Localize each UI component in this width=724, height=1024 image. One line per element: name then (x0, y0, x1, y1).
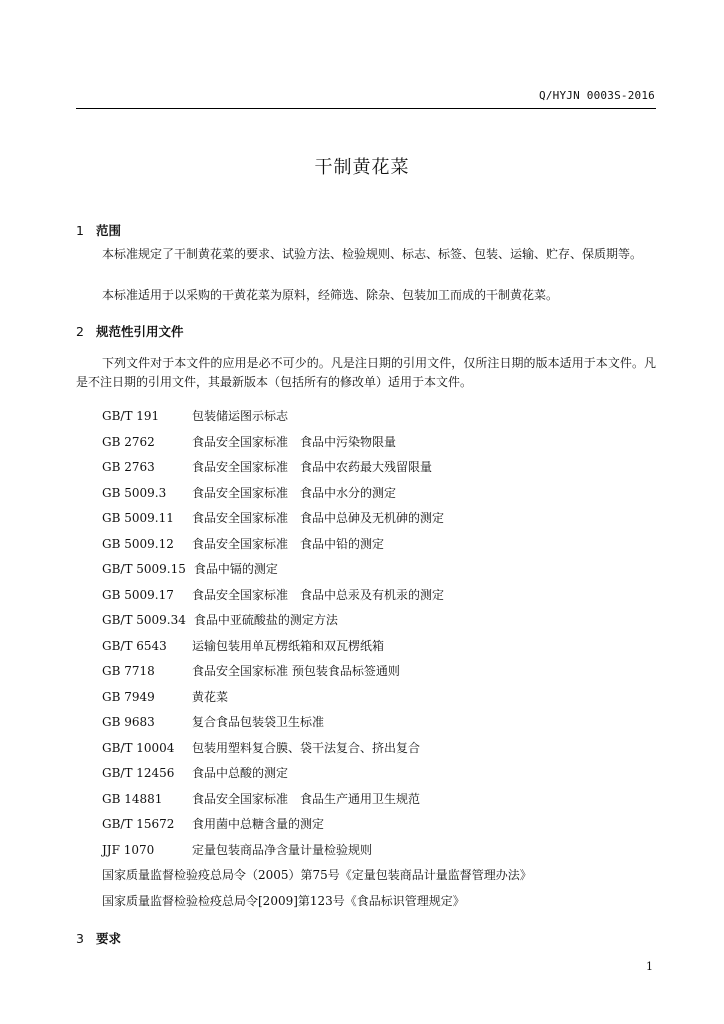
reference-item (102, 841, 372, 858)
reference-code: GB/T 191 (102, 409, 160, 423)
reference-item (102, 764, 288, 781)
reference-item (102, 458, 432, 475)
section-number: 3 (76, 931, 84, 946)
scope-paragraph-1: 本标准规定了干制黄花菜的要求、试验方法、检验规则、标志、标签、包装、运输、贮存、保质期等。 (102, 247, 643, 261)
reference-item (102, 484, 396, 501)
reference-item (102, 815, 324, 832)
reference-code: GB 5009.12 (102, 537, 174, 551)
reference-title: 食品安全国家标准 预包装食品标签通则 (192, 664, 400, 678)
reference-title: 食品中镉的测定 (193, 562, 278, 576)
reference-item (102, 433, 396, 450)
regulation-item: 国家质量监督检验疫总局令（2005）第75号《定量包装商品计量监督管理办法》 (102, 868, 532, 882)
reference-item (102, 509, 444, 526)
reference-title: 食品安全国家标准 食品中总汞及有机汞的测定 (192, 588, 445, 602)
reference-item (102, 637, 384, 654)
header-rule (76, 108, 656, 109)
reference-code: JJF 1070 (102, 843, 155, 857)
reference-item (102, 535, 384, 552)
reference-code: GB 2762 (102, 435, 155, 449)
reference-item (102, 790, 420, 807)
reference-code: GB/T 6543 (102, 639, 167, 653)
scope-paragraph-2: 本标准适用于以采购的干黄花菜为原料，经筛选、除杂、包装加工而成的干制黄花菜。 (102, 288, 559, 302)
reference-title: 运输包装用单瓦楞纸箱和双瓦楞纸箱 (192, 639, 385, 653)
reference-code: GB/T 5009.15 (102, 562, 186, 576)
reference-title: 食品安全国家标准 食品中铅的测定 (192, 537, 385, 551)
reference-title: 食品安全国家标准 食品中农药最大残留限量 (192, 460, 433, 474)
references-intro: 下列文件对于本文件的应用是必不可少的。凡是注日期的引用文件，仅所注日期的版本适用于本文件。凡是不注日期的引用文件，其最新版本（包括所有的修改单）适用于本文件。 (76, 356, 656, 389)
reference-title: 包装用塑料复合膜、袋干法复合、挤出复合 (192, 741, 421, 755)
document-title: 干制黄花菜 (314, 157, 410, 178)
reference-code: GB 5009.3 (102, 486, 167, 500)
reference-item (102, 688, 228, 705)
reference-code: GB/T 5009.34 (102, 613, 186, 627)
section-number: 1 (76, 223, 84, 238)
reference-code: GB 2763 (102, 460, 155, 474)
section-title: 范围 (96, 223, 122, 238)
reference-title: 食品中亚硫酸盐的测定方法 (193, 613, 338, 627)
reference-item (102, 611, 338, 628)
reference-code: GB 14881 (102, 792, 163, 806)
section-1-heading (76, 221, 121, 239)
section-3-heading (76, 929, 121, 947)
reference-title: 食用菌中总糖含量的测定 (192, 817, 325, 831)
reference-code: GB 7949 (102, 690, 155, 704)
reference-title: 黄花菜 (192, 690, 229, 704)
reference-item (102, 713, 324, 730)
reference-item (102, 662, 400, 679)
section-title: 要求 (96, 931, 122, 946)
reference-title: 食品安全国家标准 食品中污染物限量 (192, 435, 397, 449)
reference-item (102, 739, 420, 756)
reference-title: 定量包装商品净含量计量检验规则 (192, 843, 373, 857)
reference-title: 食品安全国家标准 食品生产通用卫生规范 (192, 792, 421, 806)
regulation-item: 国家质量监督检验检疫总局令[2009]第123号《食品标识管理规定》 (102, 894, 465, 908)
reference-code: GB/T 10004 (102, 741, 175, 755)
reference-item (102, 407, 288, 424)
reference-code: GB/T 12456 (102, 766, 175, 780)
reference-item (102, 560, 278, 577)
reference-title: 食品安全国家标准 食品中总砷及无机砷的测定 (192, 511, 445, 525)
reference-code: GB/T 15672 (102, 817, 175, 831)
reference-code: GB 5009.17 (102, 588, 174, 602)
page-number: 1 (646, 960, 653, 973)
reference-code: GB 9683 (102, 715, 155, 729)
section-2-heading (76, 322, 184, 340)
reference-title: 复合食品包装袋卫生标准 (192, 715, 325, 729)
reference-item (102, 586, 444, 603)
section-number: 2 (76, 324, 84, 339)
standard-code: Q/HYJN 0003S-2016 (539, 89, 655, 102)
section-title: 规范性引用文件 (96, 324, 184, 339)
reference-title: 食品中总酸的测定 (192, 766, 289, 780)
reference-code: GB 7718 (102, 664, 155, 678)
reference-title: 食品安全国家标准 食品中水分的测定 (192, 486, 397, 500)
reference-title: 包装储运图示标志 (192, 409, 289, 423)
reference-code: GB 5009.11 (102, 511, 174, 525)
